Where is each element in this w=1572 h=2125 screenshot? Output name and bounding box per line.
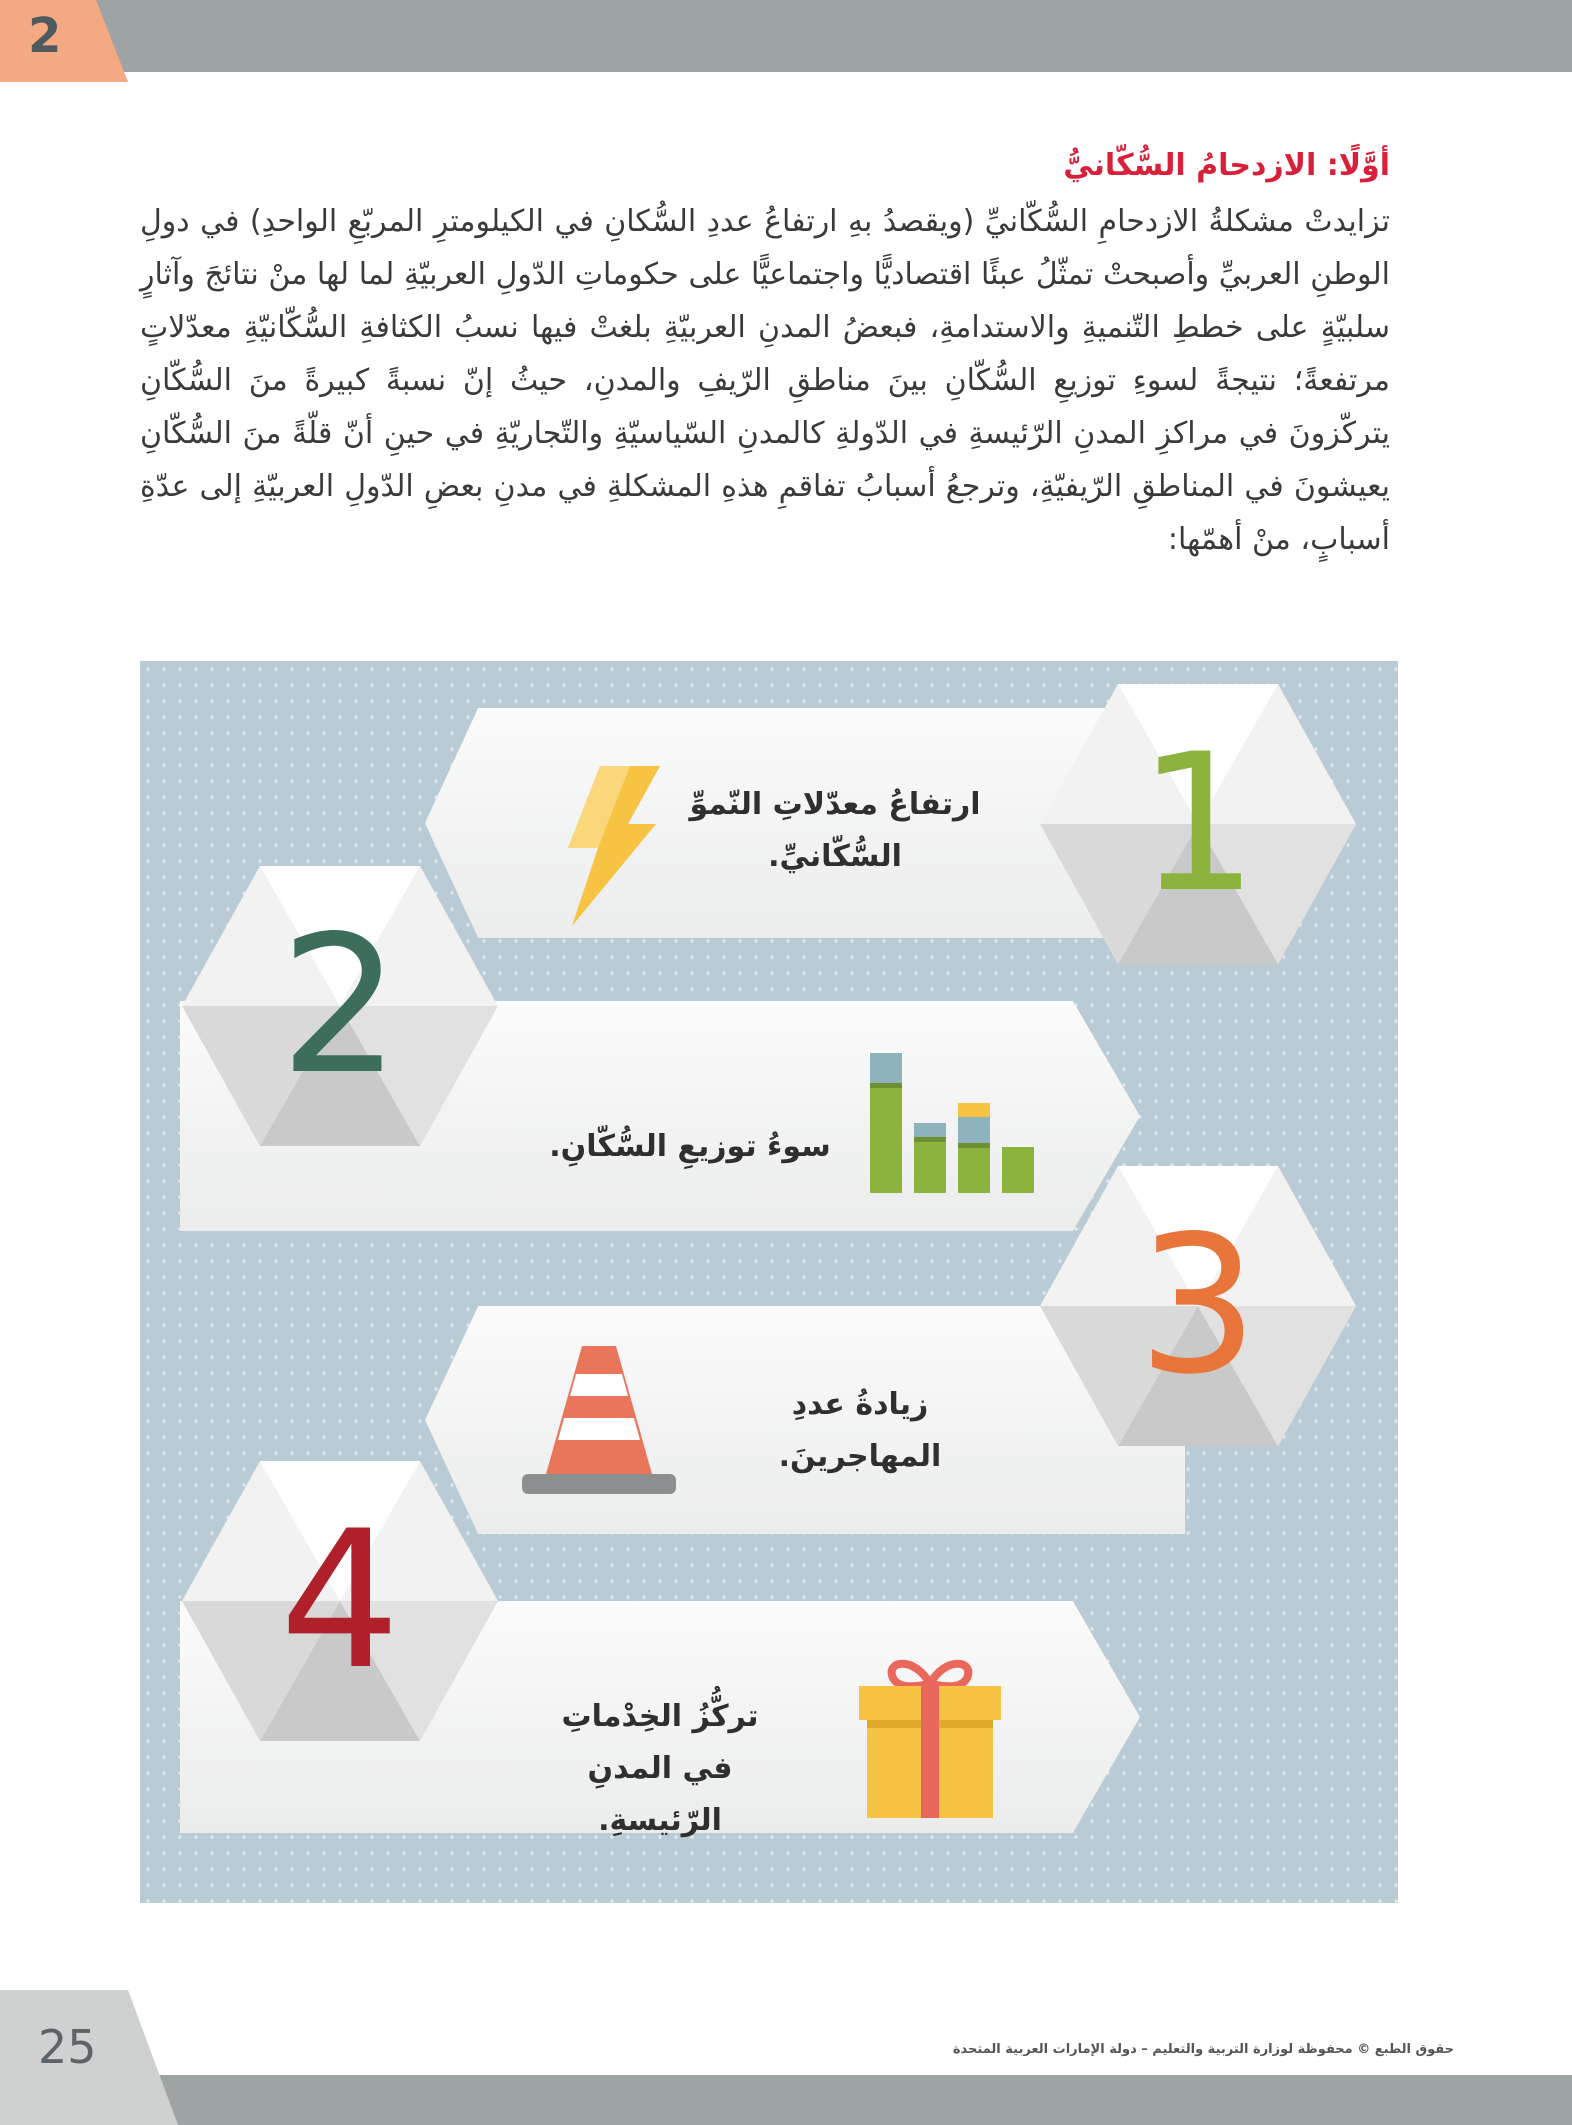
hexagon-4 <box>180 1456 500 1746</box>
bar-chart-icon <box>870 1053 1040 1197</box>
cause-number-4: 4 <box>279 1490 401 1711</box>
cause-label-2: سوءُ توزيعِ السُّكّانِ. <box>549 1129 831 1164</box>
causes-infographic <box>140 661 1398 1903</box>
cause-number-1: 1 <box>1137 713 1259 934</box>
chapter-number: 2 <box>28 8 62 64</box>
header-bar <box>0 0 1572 72</box>
cause-label-4: تركُّزُ الخِدْماتِ في المدنِ الرّئيسةِ. <box>561 1699 759 1838</box>
cause-number-2: 2 <box>279 895 401 1116</box>
cause-label-3: زيادةُ عددِ المهاجرينَ. <box>778 1387 942 1474</box>
section-title: أوَّلًا: الازدحامُ السُّكّانيُّ <box>1063 148 1390 183</box>
footer-bar <box>0 2075 1572 2125</box>
section-paragraph: تزايدتْ مشكلةُ الازدحامِ السُّكّانيِّ (ويقصدُ بهِ ارتفاعُ عددِ السُّكانِ في الكيلومترِ المربّعِ الواحدِ) في دولِ الوطنِ العربيِّ وأصبحتْ تمثّلُ عبئًا اقتصاديًّا واجتماعيًّا على حكوماتِ الدّولِ العربيّةِ لما لها منْ نتائجَ وآثارٍ سلبيّةٍ على خططِ التّنميةِ والاستدامةِ، فبعضُ المدنِ العربيّةِ بلغتْ فيها نسبُ الكثافةِ السُّكّانيّةِ معدّلاتٍ مرتفعةً؛ نتيجةً لسوءِ توزيعِ السُّكّانِ بينَ مناطقِ الرّيفِ والمدنِ، حيثُ إنّ نسبةً كبيرةً منَ السُّكّانِ يتركّزونَ في مراكزِ المدنِ الرّئيسةِ في الدّولةِ كالمدنِ السّياسيّةِ والتّجاريّةِ في حينِ أنّ قلّةً منَ السُّكّانِ يعيشونَ في المناطقِ الرّيفيّةِ، وترجعُ أسبابُ تفاقمِ هذهِ المشكلةِ في مدنِ بعضِ الدّولِ العربيّةِ إلى عدّةِ أسبابٍ، منْ أهمّها: <box>140 204 1390 557</box>
gift-box-icon <box>855 1656 1005 1825</box>
page-number: 25 <box>38 2020 97 2074</box>
copyright-notice: حقوق الطبع © محفوظة لوزارة التربية والتعليم – دولة الإمارات العربية المتحدة <box>952 2042 1454 2057</box>
hexagon-3 <box>1038 1161 1358 1451</box>
hexagon-1 <box>1038 679 1358 969</box>
cause-label-1: ارتفاعُ معدّلاتِ النّموِّ السُّكّانيِّ. <box>689 787 981 874</box>
lightning-icon <box>560 766 660 930</box>
hexagon-2 <box>180 861 500 1151</box>
traffic-cone-icon <box>520 1346 680 1505</box>
cause-number-3: 3 <box>1137 1195 1259 1416</box>
